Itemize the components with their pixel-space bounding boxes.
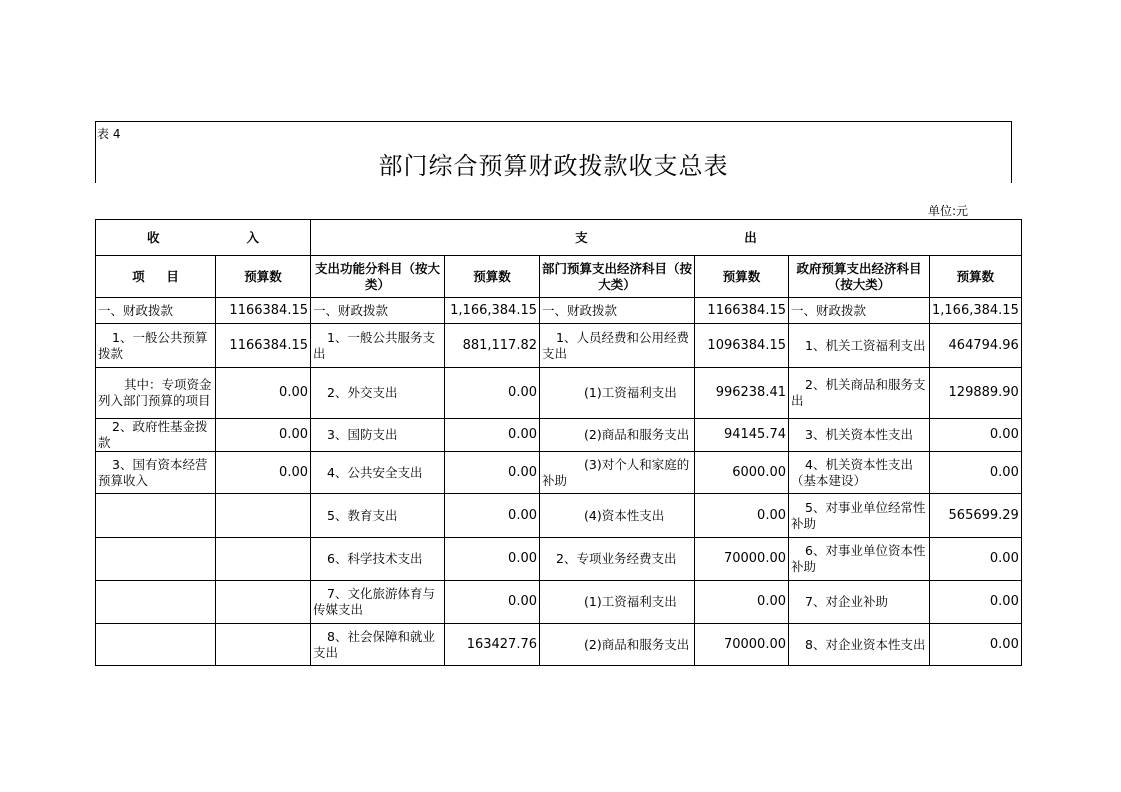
income-amount: 0.00 (216, 368, 311, 419)
dept-econ-amount: 70000.00 (695, 538, 789, 581)
gov-econ-amount: 129889.90 (930, 368, 1022, 419)
col-budget-header: 预算数 (445, 256, 540, 298)
func-amount: 0.00 (445, 419, 540, 452)
func-amount: 0.00 (445, 494, 540, 538)
dept-econ-subject: 2、专项业务经费支出 (540, 538, 695, 581)
gov-econ-amount: 464794.96 (930, 324, 1022, 368)
dept-econ-amount: 996238.41 (695, 368, 789, 419)
gov-econ-subject: 7、对企业补助 (789, 581, 930, 624)
dept-econ-amount: 1096384.15 (695, 324, 789, 368)
income-amount: 0.00 (216, 419, 311, 452)
income-item (96, 624, 216, 666)
income-item: 2、政府性基金拨款 (96, 419, 216, 452)
func-subject: 一、财政拨款 (311, 298, 445, 324)
page-title: 部门综合预算财政拨款收支总表 (378, 152, 729, 180)
col-dept-econ-header: 部门预算支出经济科目（按大类） (540, 256, 695, 298)
gov-econ-amount: 0.00 (930, 538, 1022, 581)
income-item: 一、财政拨款 (96, 298, 216, 324)
income-amount (216, 581, 311, 624)
func-amount: 0.00 (445, 581, 540, 624)
expense-header: 支 出 (311, 220, 1022, 256)
unit-label: 单位:元 (928, 204, 969, 218)
func-subject: 6、科学技术支出 (311, 538, 445, 581)
dept-econ-amount: 0.00 (695, 494, 789, 538)
gov-econ-subject: 2、机关商品和服务支出 (789, 368, 930, 419)
dept-econ-amount: 0.00 (695, 581, 789, 624)
dept-econ-amount: 94145.74 (695, 419, 789, 452)
func-amount: 0.00 (445, 452, 540, 494)
col-budget-header: 预算数 (930, 256, 1022, 298)
income-amount (216, 494, 311, 538)
gov-econ-subject: 3、机关资本性支出 (789, 419, 930, 452)
dept-econ-subject: (3)对个人和家庭的补助 (540, 452, 695, 494)
income-item: 其中：专项资金列入部门预算的项目 (96, 368, 216, 419)
income-item: 3、国有资本经营预算收入 (96, 452, 216, 494)
gov-econ-subject: 1、机关工资福利支出 (789, 324, 930, 368)
func-subject: 4、公共安全支出 (311, 452, 445, 494)
gov-econ-subject: 4、机关资本性支出（基本建设） (789, 452, 930, 494)
income-amount (216, 538, 311, 581)
income-amount: 1166384.15 (216, 324, 311, 368)
dept-econ-subject: (1)工资福利支出 (540, 368, 695, 419)
func-amount: 1,166,384.15 (445, 298, 540, 324)
func-subject: 8、社会保障和就业支出 (311, 624, 445, 666)
dept-econ-subject: 一、财政拨款 (540, 298, 695, 324)
income-amount (216, 624, 311, 666)
gov-econ-amount: 0.00 (930, 624, 1022, 666)
gov-econ-amount: 0.00 (930, 452, 1022, 494)
func-subject: 1、一般公共服务支出 (311, 324, 445, 368)
func-subject: 2、外交支出 (311, 368, 445, 419)
col-func-subject-header: 支出功能分科目（按大类） (311, 256, 445, 298)
gov-econ-subject: 6、对事业单位资本性补助 (789, 538, 930, 581)
func-amount: 0.00 (445, 368, 540, 419)
dept-econ-subject: (4)资本性支出 (540, 494, 695, 538)
income-item (96, 581, 216, 624)
func-amount: 0.00 (445, 538, 540, 581)
budget-summary-table (95, 219, 1022, 666)
gov-econ-amount: 1,166,384.15 (930, 298, 1022, 324)
gov-econ-subject: 8、对企业资本性支出 (789, 624, 930, 666)
col-gov-econ-header: 政府预算支出经济科目（按大类） (789, 256, 930, 298)
dept-econ-amount: 70000.00 (695, 624, 789, 666)
gov-econ-amount: 0.00 (930, 581, 1022, 624)
income-item (96, 538, 216, 581)
func-amount: 163427.76 (445, 624, 540, 666)
dept-econ-subject: 1、人员经费和公用经费支出 (540, 324, 695, 368)
income-amount: 0.00 (216, 452, 311, 494)
dept-econ-amount: 6000.00 (695, 452, 789, 494)
dept-econ-subject: (2)商品和服务支出 (540, 624, 695, 666)
func-subject: 3、国防支出 (311, 419, 445, 452)
func-subject: 5、教育支出 (311, 494, 445, 538)
dept-econ-subject: (1)工资福利支出 (540, 581, 695, 624)
func-subject: 7、文化旅游体育与传媒支出 (311, 581, 445, 624)
dept-econ-amount: 1166384.15 (695, 298, 789, 324)
dept-econ-subject: (2)商品和服务支出 (540, 419, 695, 452)
func-amount: 881,117.82 (445, 324, 540, 368)
income-item: 1、一般公共预算拨款 (96, 324, 216, 368)
income-header: 收 入 (96, 220, 311, 256)
gov-econ-amount: 0.00 (930, 419, 1022, 452)
income-item (96, 494, 216, 538)
table-number: 表 4 (97, 127, 121, 141)
col-budget-header: 预算数 (695, 256, 789, 298)
income-amount: 1166384.15 (216, 298, 311, 324)
col-item-header: 项 目 (96, 256, 216, 298)
gov-econ-subject: 一、财政拨款 (789, 298, 930, 324)
gov-econ-subject: 5、对事业单位经常性补助 (789, 494, 930, 538)
col-budget-header: 预算数 (216, 256, 311, 298)
gov-econ-amount: 565699.29 (930, 494, 1022, 538)
